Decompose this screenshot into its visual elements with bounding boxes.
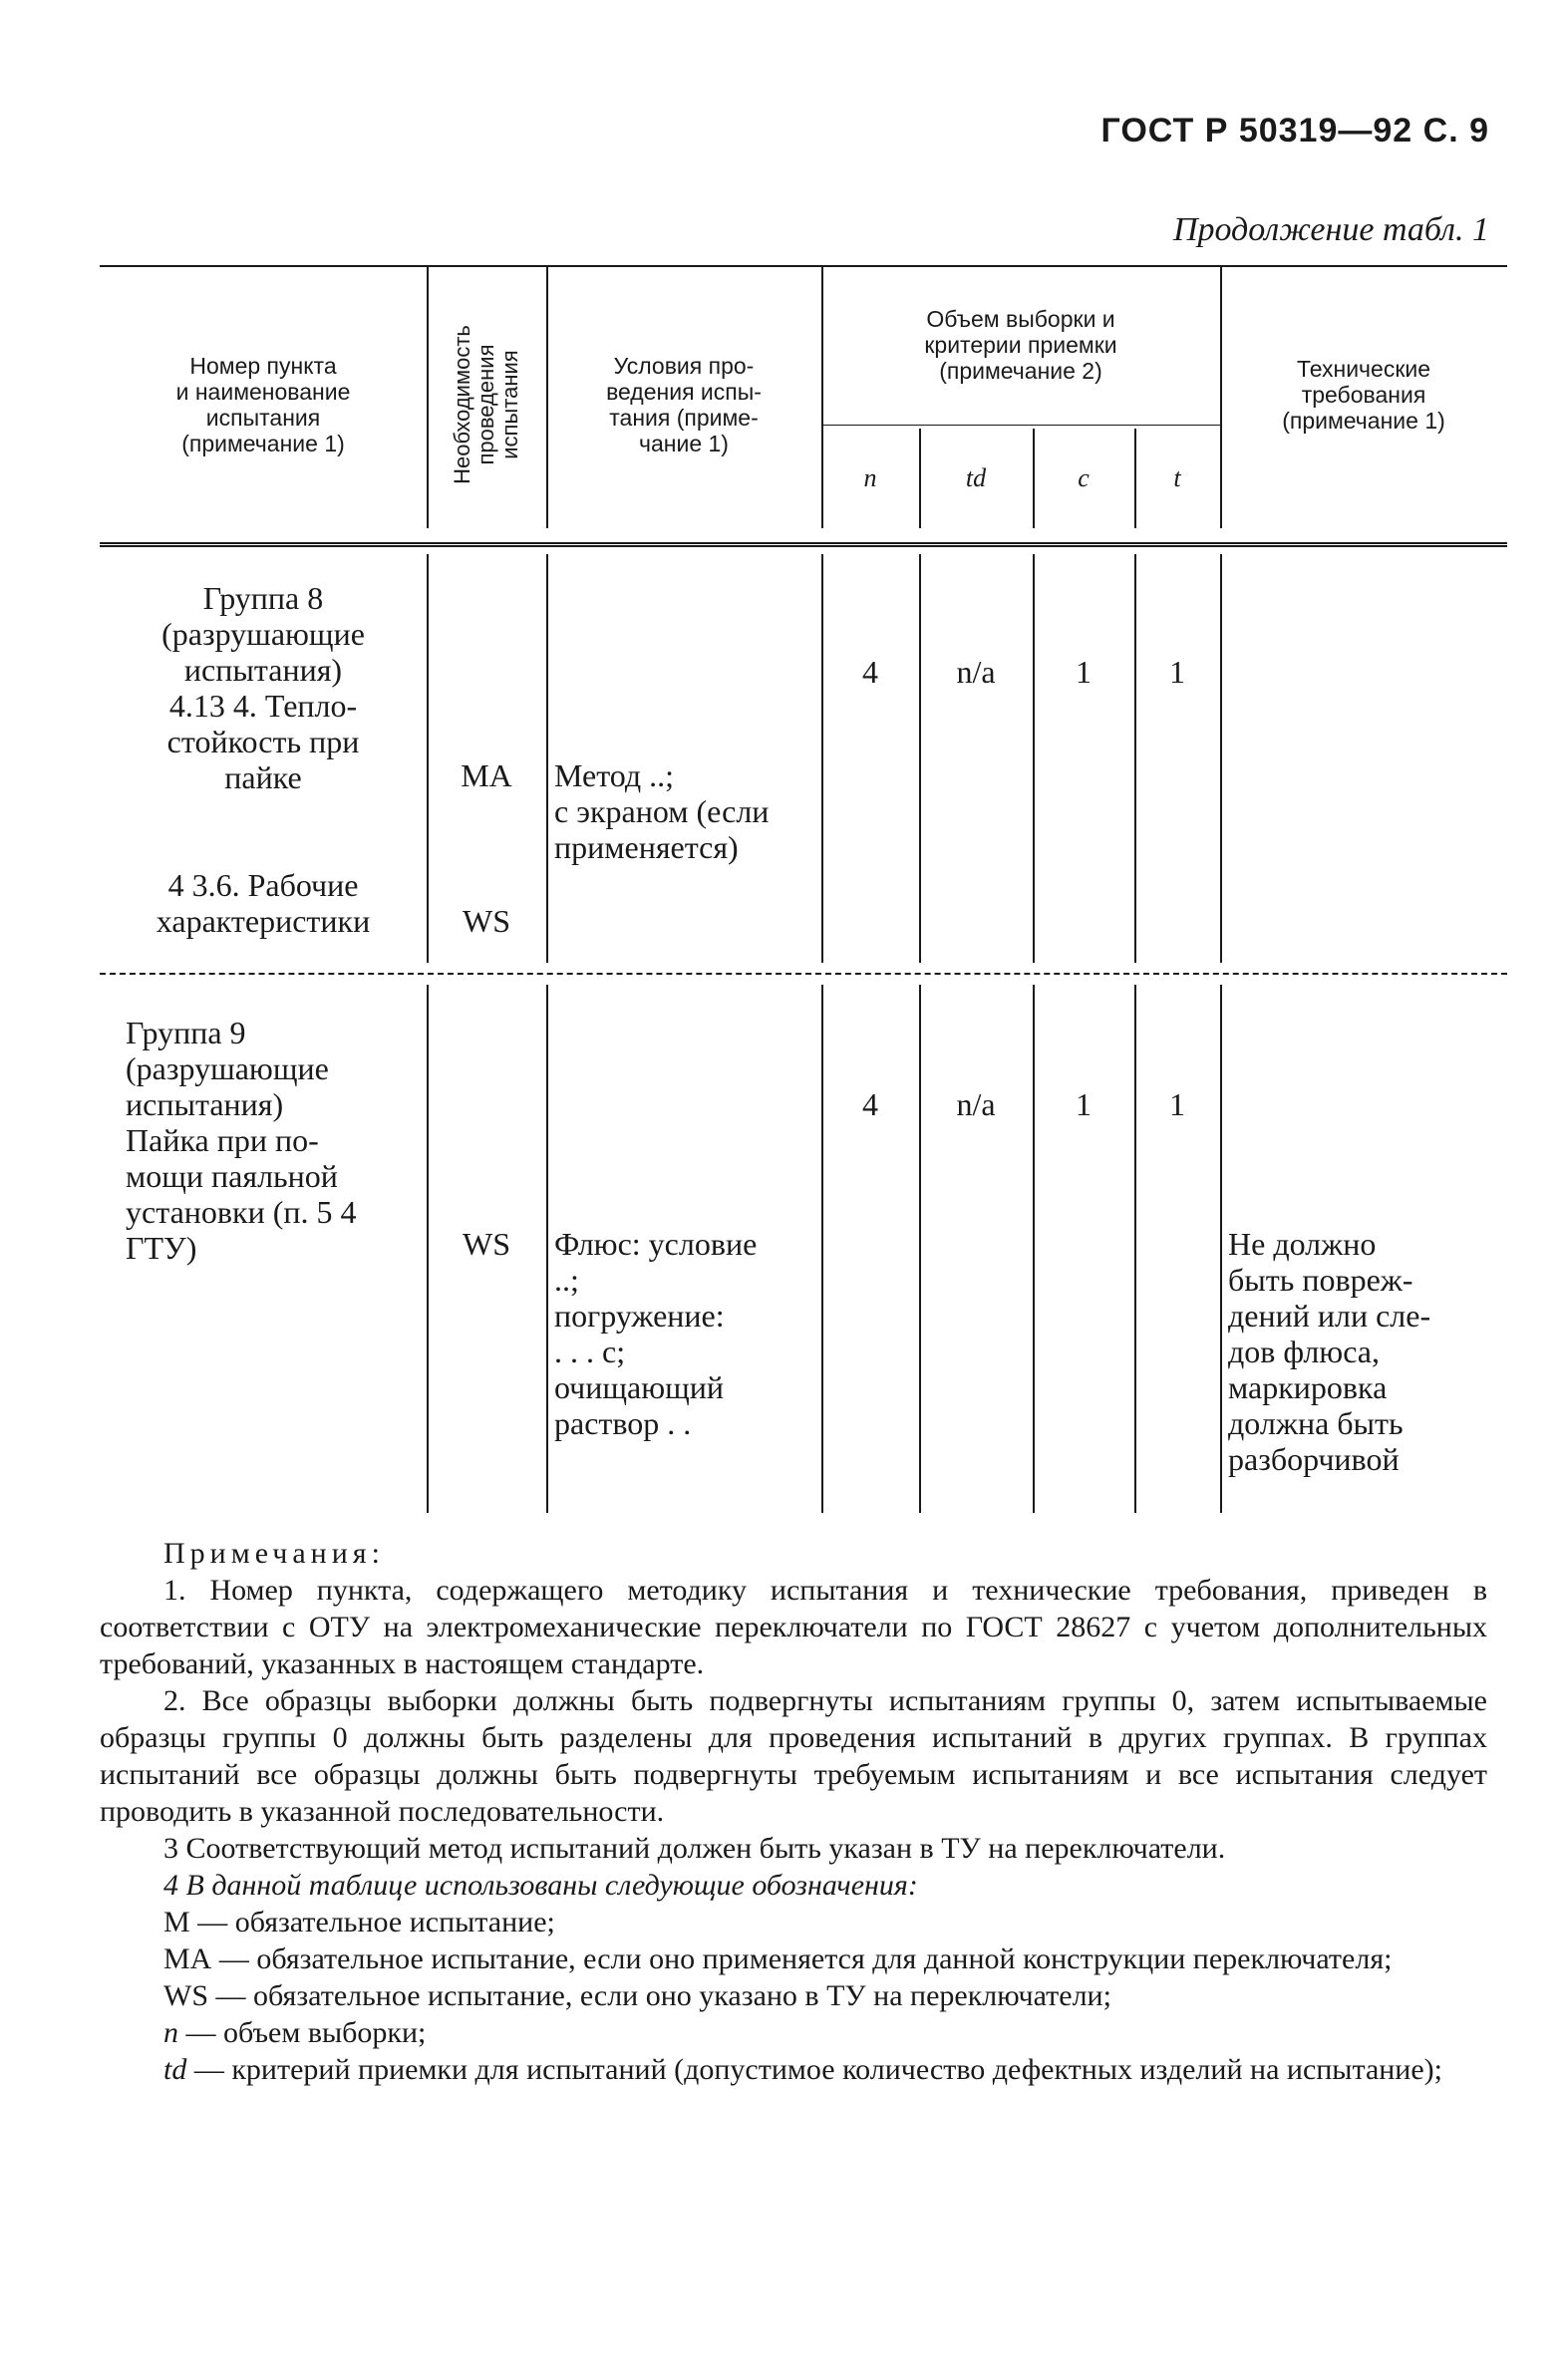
designation-td-symbol: td [163,2053,187,2086]
notes-title: Примечания: [163,1537,385,1570]
g9-col-divider-2 [546,985,548,1513]
notes [100,1535,1487,2088]
g8-item-2: 4 3.6. Рабочие характеристики [156,867,371,939]
header-necessity: Необходимость проведения испытания [450,325,522,484]
note-2: 2. Все образцы выборки должны быть подвергнуты испытаниям группы 0, затем испытываемые образцы группы 0 должны быть разделены для проведения испытаний в других группах. В группах испытаний все образцы должны быть подвергнуты требуемым испытаниям и все испытания следует проводить в указанной последовательности. [100,1684,1487,1828]
g9-conditions: Флюс: условие ..; погружение: . . . с; очищающий раствор . . [554,1226,758,1441]
g9-col-divider-3 [821,985,823,1513]
designation-m-symbol: М [163,1906,190,1938]
page-header: ГОСТ Р 50319—92 С. 9 [1100,112,1489,149]
g8-conditions: Метод ..; с экраном (если применяется) [554,757,770,865]
g8-necessity: MA [461,757,512,793]
header-td: td [965,463,987,492]
designation-m [100,1904,1487,1940]
g9-item: Группа 9 (разрушающие испытания) Пайка при по- мощи паяльной установки (п. 5 4 ГТУ) [126,1015,357,1266]
g9-col-divider-5 [1033,985,1035,1513]
g8-item: Группа 8 (разрушающие испытания) 4.13 4. Тепло- стойкость при пайке [161,580,365,795]
header-sample: Объем выборки и критерии приемки (примечание 2) [924,306,1117,384]
designation-ws-text: — обязательное испытание, если оно указано в ТУ на переключатели; [208,1979,1111,2012]
header-n: n [863,463,877,492]
g9-necessity: WS [463,1226,510,1262]
g8-col-divider-3 [821,554,823,963]
note-4: 4 В данной таблице использованы следующие обозначения: [163,1869,918,1902]
g9-n: 4 [862,1086,878,1122]
g9-col-divider-6 [1134,985,1136,1513]
designation-n [100,2014,1487,2051]
designation-td-text: — критерий приемки для испытаний (допустимое количество дефектных изделий на испытание); [186,2053,1443,2086]
group-separator-rule [100,973,1507,975]
designation-ma [100,1940,1487,1977]
g8-col-divider-4 [919,554,921,963]
designation-m-text: — обязательное испытание; [189,1906,555,1938]
header-tech: Технические требования (примечание 1) [1282,356,1445,434]
g8-t: 1 [1169,654,1185,690]
note-1: 1. Номер пункта, содержащего методику испытания и технические требования, приведен в соответствии с ОТУ на электромеханические переключатели по ГОСТ 28627 с учетом дополнительных требований, указанных в настоящем стандарте. [100,1574,1487,1680]
g8-col-divider-2 [546,554,548,963]
g8-td: n/a [956,654,996,690]
designation-ma-symbol: МА [163,1942,212,1975]
test-table [100,265,1507,1513]
header-bottom-rule [100,542,1507,547]
header-item: Номер пункта и наименование испытания (примечание 1) [175,353,351,456]
g8-col-divider-6 [1134,554,1136,963]
table-continuation-title: Продолжение табл. 1 [1172,211,1489,248]
g9-td: n/a [956,1086,996,1122]
designation-n-symbol: n [163,2016,178,2049]
g9-c: 1 [1076,1086,1092,1122]
designation-td [100,2051,1487,2088]
g9-col-divider-4 [919,985,921,1513]
designation-n-text: — объем выборки; [178,2016,427,2049]
g8-col-divider-7 [1220,554,1222,963]
g9-t: 1 [1169,1086,1185,1122]
designation-ws [100,1977,1487,2014]
g9-tech: Не должно быть повреж- дений или сле- дов флюса, маркировка должна быть разборчивой [1228,1226,1431,1477]
g8-col-divider-5 [1033,554,1035,963]
g9-col-divider-7 [1220,985,1222,1513]
header-conditions: Условия про- ведения испы- тания (приме- чание 1) [606,353,762,456]
g8-n: 4 [862,654,878,690]
header-t: t [1173,463,1181,492]
designation-ws-symbol: WS [163,1979,208,2012]
g8-c: 1 [1076,654,1092,690]
sample-subheader-rule [821,425,1220,426]
note-3: 3 Соответствующий метод испытаний должен быть указан в ТУ на переключатели. [163,1832,1226,1865]
header-c: c [1078,463,1090,492]
g8-necessity-2: WS [463,903,510,939]
table-top-rule [100,265,1507,267]
designation-ma-text: — обязательное испытание, если оно применяется для данной конструкции переключателя; [211,1942,1393,1975]
